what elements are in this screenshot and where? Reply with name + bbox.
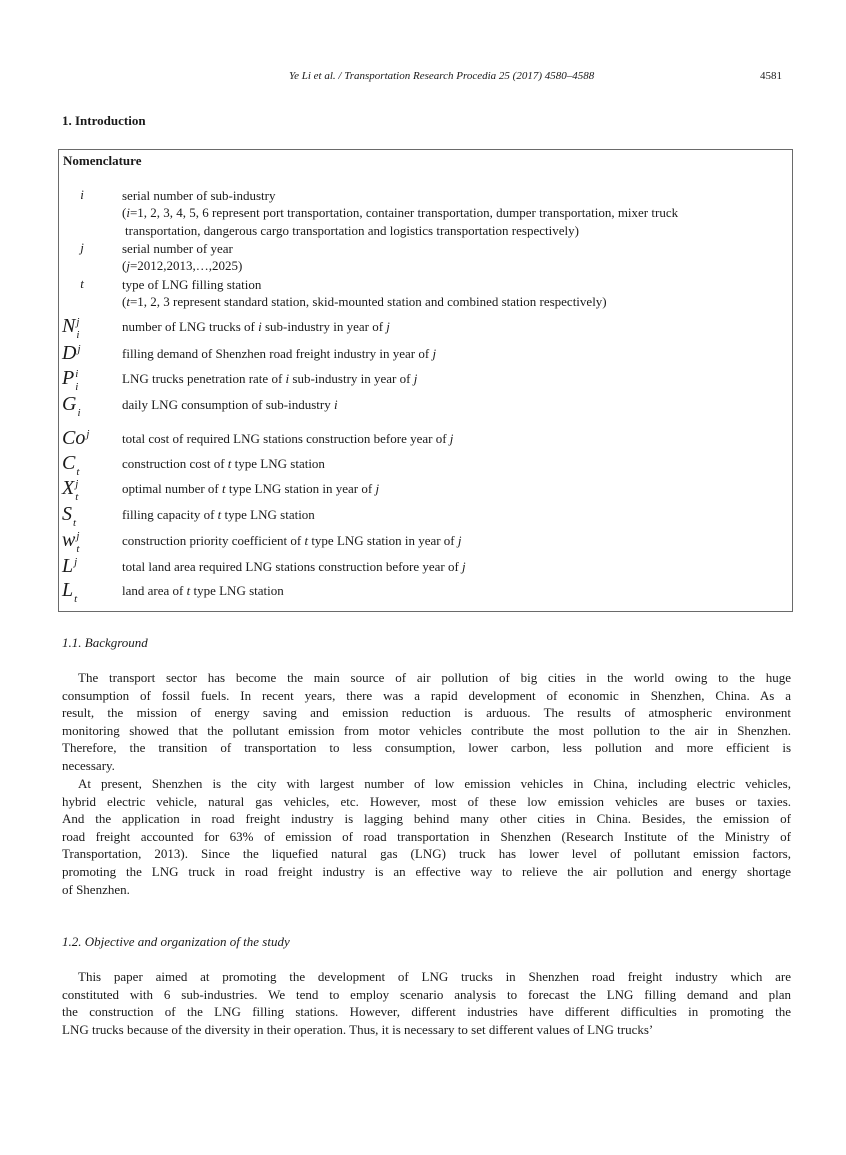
symbol: i [80, 187, 84, 202]
text-line: constituted with 6 sub-industries. We tend to employ scenario analysis to forecast the LNG filling demand and plan [62, 986, 791, 1002]
symbol-indices [75, 453, 85, 478]
symbol-indices [74, 368, 84, 393]
superscript: j [75, 478, 79, 490]
description: total land area required LNG stations construction before year of j [122, 559, 466, 574]
superscript: i [75, 368, 79, 380]
symbol-base: D [62, 342, 77, 364]
superscript: j [76, 530, 80, 542]
description: type of LNG filling station [122, 277, 262, 292]
text-line: The transport sector has become the main source of air pollution of big cities in the world owing to the huge [78, 670, 791, 685]
symbol-indices [85, 428, 95, 450]
paragraph-objective-1 [62, 968, 791, 1038]
symbol-indices [73, 556, 83, 578]
subscript: t [76, 466, 80, 478]
description: filling capacity of t type LNG station [122, 507, 315, 522]
subscript: t [76, 543, 80, 555]
description: number of LNG trucks of i sub-industry in year of j [122, 319, 390, 334]
nomenclature-title: Nomenclature [63, 153, 142, 168]
description-note: (i=1, 2, 3, 4, 5, 6 represent port transportation, container transportation, dumper transportation, mixer truck [122, 205, 679, 220]
page-number: 4581 [760, 70, 782, 82]
paragraph-background-1 [62, 669, 791, 775]
symbol [62, 529, 85, 555]
text-line: consumption of fossil fuels. In recent years, there was a rapid development of economic in Shenzhen, China. As a [62, 687, 791, 703]
subscript: t [75, 491, 79, 503]
nomenclature-box [58, 149, 793, 612]
symbol [62, 393, 86, 419]
text-line: monitoring showed that the pollutant emission from motor vehicles contribute the most pollution to the air in Shenzhen. [62, 722, 791, 738]
description: serial number of year [122, 241, 233, 256]
text-line: At present, Shenzhen is the city with largest number of low emission vehicles in China, including electric vehicles, [78, 776, 791, 791]
subscript: t [73, 517, 77, 529]
text-line: LNG trucks because of the diversity in their operation. Thus, it is necessary to set different values of LNG trucks’ [62, 1021, 654, 1037]
description-note: (t=1, 2, 3 represent standard station, skid-mounted station and combined station respectively) [122, 294, 607, 309]
symbol: j [80, 240, 84, 255]
symbol [62, 477, 84, 503]
description: optimal number of t type LNG station in year of j [122, 481, 380, 496]
symbol [62, 579, 83, 605]
superscript: j [77, 343, 81, 355]
description: land area of t type LNG station [122, 583, 284, 598]
text-line: result, the mission of energy saving and emission reduction is arduous. The results of atmospheric environment [62, 705, 791, 721]
description-note: (j=2012,2013,…,2025) [122, 258, 243, 273]
subscript: i [75, 381, 79, 393]
superscript: j [74, 556, 78, 568]
subscript: t [74, 593, 78, 605]
text-line: This paper aimed at promoting the development of LNG trucks in Shenzhen road freight industry which are [78, 969, 791, 984]
symbol-indices [74, 478, 84, 503]
symbol [62, 452, 85, 478]
description: LNG trucks penetration rate of i sub-industry in year of j [122, 371, 418, 386]
symbol [62, 503, 82, 529]
symbol-base: G [62, 393, 77, 415]
description: filling demand of Shenzhen road freight industry in year of j [122, 346, 437, 361]
text-line: Transportation, 2013). Since the liquefied natural gas (LNG) truck has lower level of pollutant emission factors, [62, 846, 791, 862]
symbol [62, 343, 86, 365]
symbol-base: N [62, 315, 76, 337]
text-line: And the application in road freight industry is lagging behind many other cities in China. Besides, the emission of [62, 811, 791, 827]
symbol-indices [76, 394, 86, 419]
description: construction priority coefficient of t type LNG station in year of j [122, 533, 462, 548]
subscript: i [77, 407, 81, 419]
symbol-base: P [62, 367, 75, 389]
text-line: road freight accounted for 63% of emission of road transportation in Shenzhen (Research Institute of the Ministry of [62, 828, 791, 844]
symbol-base: w [62, 529, 76, 551]
symbol-indices [73, 580, 83, 605]
symbol-indices [72, 504, 82, 529]
symbol-indices [75, 316, 85, 341]
text-line: Therefore, the transition of transportation to less consumption, lower carbon, less pollution and more efficient is [62, 740, 791, 756]
description: daily LNG consumption of sub-industry i [122, 397, 338, 412]
subsection-title-objective: 1.2. Objective and organization of the study [62, 934, 290, 949]
text-line: hybrid electric vehicle, natural gas vehicles, etc. However, most of these low emission vehicles are buses or taxies. [62, 793, 791, 809]
journal-citation: Ye Li et al. / Transportation Research Procedia 25 (2017) 4580–4588 [289, 70, 595, 82]
description: construction cost of t type LNG station [122, 456, 325, 471]
description: serial number of sub-industry [122, 188, 276, 203]
symbol-indices [75, 530, 85, 555]
description: total cost of required LNG stations construction before year of j [122, 431, 454, 446]
symbol [62, 315, 85, 341]
symbol-base: Co [62, 427, 86, 449]
superscript: j [76, 316, 80, 328]
symbol [62, 428, 95, 450]
text-line: of Shenzhen. [62, 881, 130, 897]
running-head [0, 70, 846, 86]
symbol-base: L [62, 555, 74, 577]
symbol-base: L [62, 579, 74, 601]
symbol [62, 367, 84, 393]
symbol [62, 556, 83, 578]
subscript: i [76, 329, 80, 341]
subsection-title-background: 1.1. Background [62, 635, 148, 650]
symbol: t [80, 276, 84, 291]
superscript: j [86, 428, 90, 440]
paragraph-background-2 [62, 775, 791, 898]
symbol-base: S [62, 503, 72, 525]
symbol-base: C [62, 452, 76, 474]
text-line: the construction of the LNG filling stations. However, different industries have different difficulties in promoting the [62, 1004, 791, 1020]
section-title: 1. Introduction [62, 113, 146, 128]
text-line: necessary. [62, 757, 115, 773]
description-note: transportation, dangerous cargo transportation and logistics transportation respectively) [125, 223, 579, 238]
text-line: promoting the LNG truck in road freight industry is an effective way to relieve the air pollution and energy shortage [62, 863, 791, 879]
symbol-base: X [62, 477, 75, 499]
symbol-indices [76, 343, 86, 365]
